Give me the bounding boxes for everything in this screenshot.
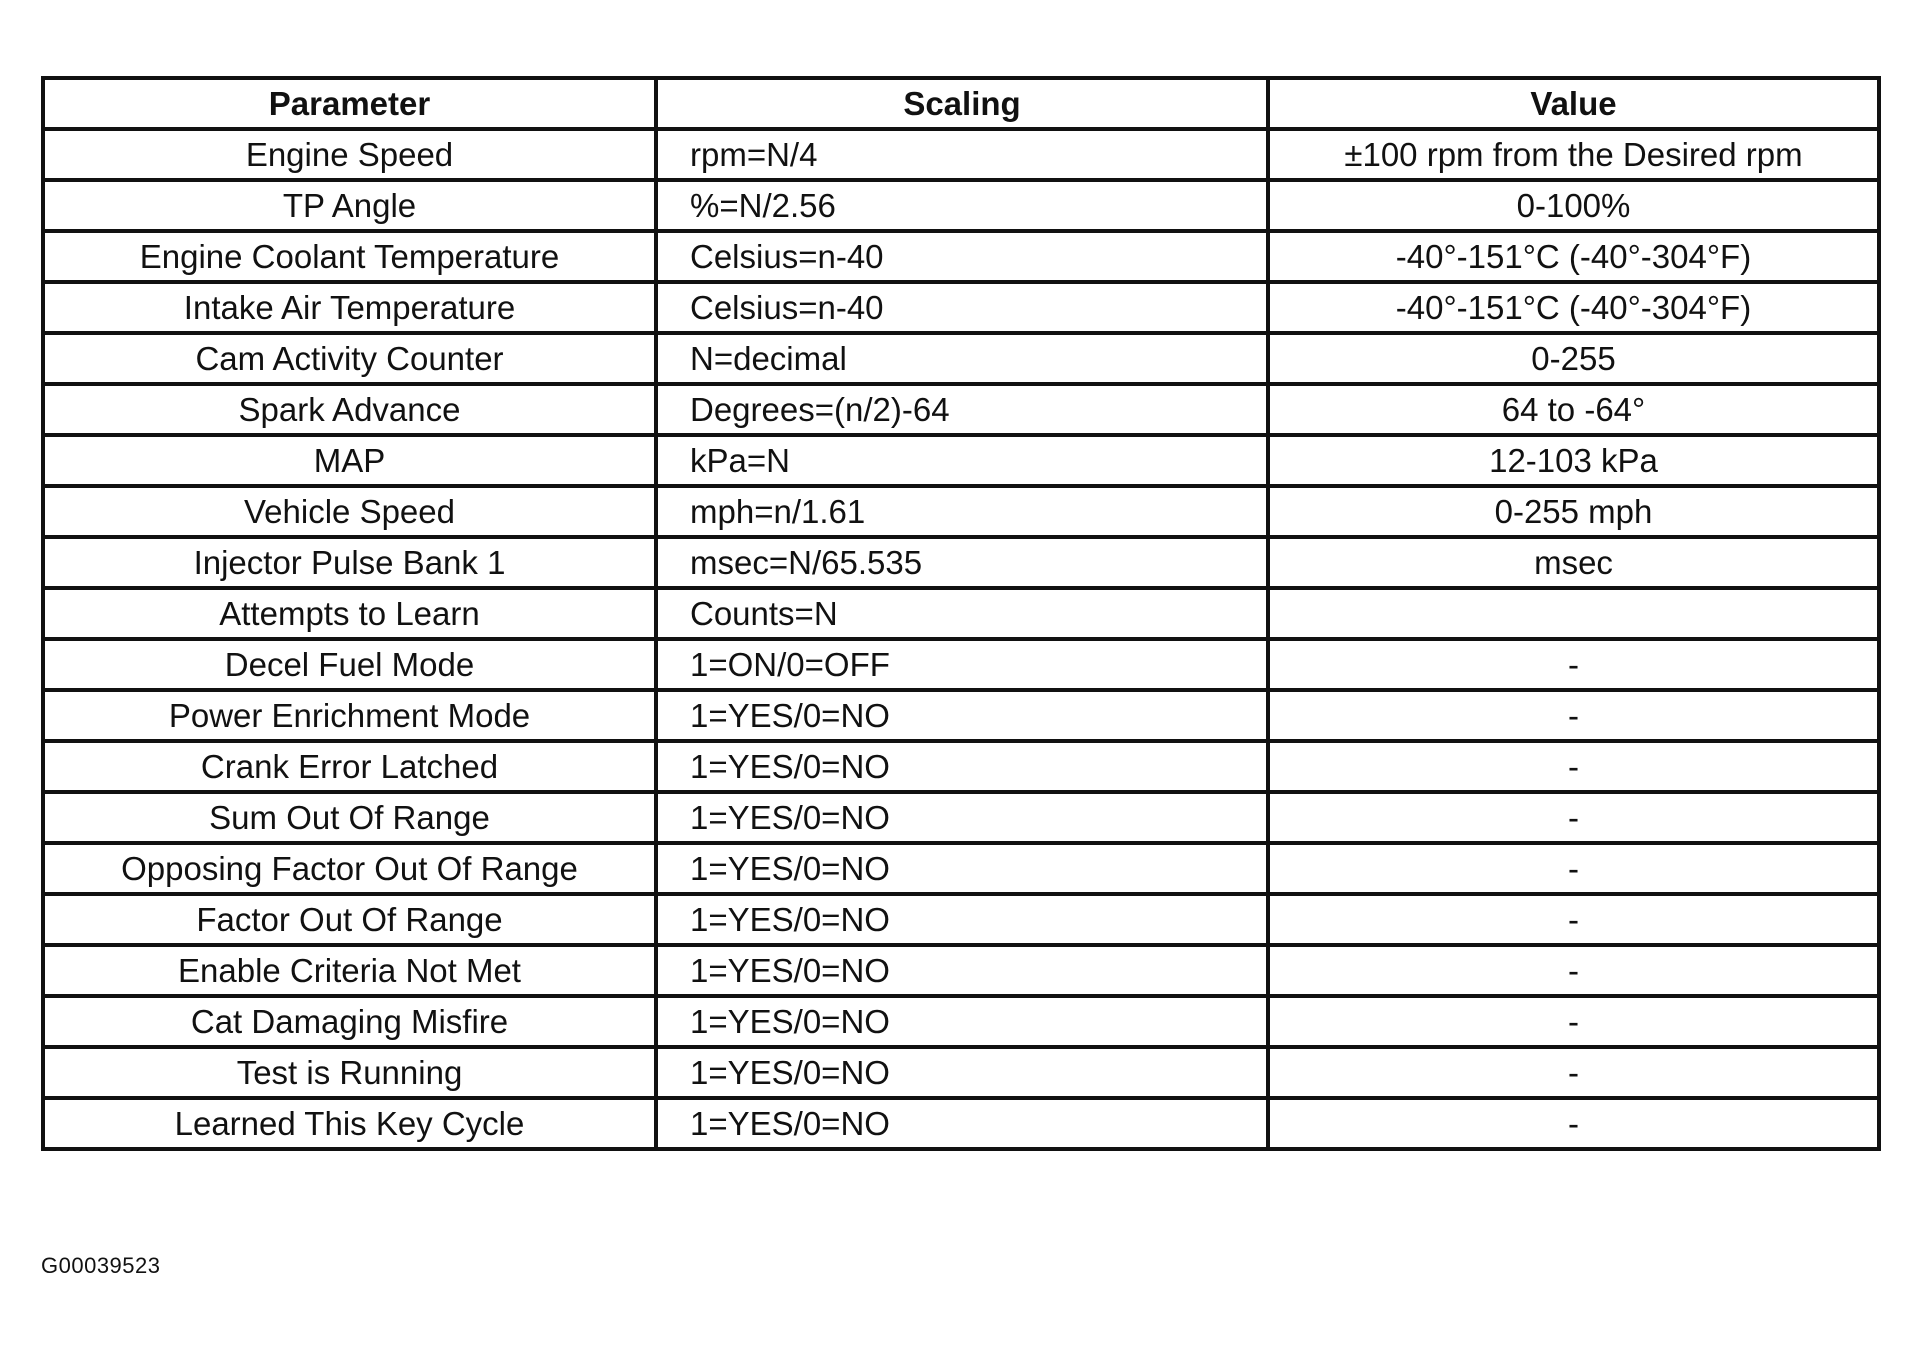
cell-scaling: mph=n/1.61	[656, 486, 1268, 537]
cell-parameter: Decel Fuel Mode	[43, 639, 656, 690]
cell-scaling: 1=ON/0=OFF	[656, 639, 1268, 690]
header-parameter: Parameter	[43, 78, 656, 129]
cell-value: 0-255 mph	[1268, 486, 1879, 537]
parameter-table	[41, 76, 1881, 1151]
table-row	[43, 282, 1879, 333]
cell-scaling: 1=YES/0=NO	[656, 843, 1268, 894]
cell-value: -	[1268, 690, 1879, 741]
table-row	[43, 384, 1879, 435]
table-row	[43, 690, 1879, 741]
cell-value: 0-100%	[1268, 180, 1879, 231]
cell-parameter: MAP	[43, 435, 656, 486]
cell-value: 64 to -64°	[1268, 384, 1879, 435]
cell-parameter: Sum Out Of Range	[43, 792, 656, 843]
table-row	[43, 1098, 1879, 1149]
table-row	[43, 435, 1879, 486]
table-row	[43, 231, 1879, 282]
table-row	[43, 588, 1879, 639]
cell-scaling: Counts=N	[656, 588, 1268, 639]
table-row	[43, 792, 1879, 843]
cell-scaling: Celsius=n-40	[656, 231, 1268, 282]
table-row	[43, 129, 1879, 180]
cell-scaling: Celsius=n-40	[656, 282, 1268, 333]
cell-scaling: rpm=N/4	[656, 129, 1268, 180]
cell-value: 0-255	[1268, 333, 1879, 384]
cell-value	[1268, 588, 1879, 639]
cell-value: -	[1268, 894, 1879, 945]
header-scaling: Scaling	[656, 78, 1268, 129]
cell-scaling: N=decimal	[656, 333, 1268, 384]
cell-value: -40°-151°C (-40°-304°F)	[1268, 282, 1879, 333]
cell-parameter: Learned This Key Cycle	[43, 1098, 656, 1149]
table-row	[43, 741, 1879, 792]
cell-scaling: 1=YES/0=NO	[656, 1098, 1268, 1149]
cell-parameter: Power Enrichment Mode	[43, 690, 656, 741]
cell-parameter: Cat Damaging Misfire	[43, 996, 656, 1047]
cell-scaling: msec=N/65.535	[656, 537, 1268, 588]
cell-value: -	[1268, 639, 1879, 690]
table-row	[43, 945, 1879, 996]
cell-scaling: %=N/2.56	[656, 180, 1268, 231]
cell-scaling: Degrees=(n/2)-64	[656, 384, 1268, 435]
cell-parameter: Factor Out Of Range	[43, 894, 656, 945]
cell-parameter: TP Angle	[43, 180, 656, 231]
cell-value: -	[1268, 1098, 1879, 1149]
table-row	[43, 537, 1879, 588]
table-row	[43, 894, 1879, 945]
table-row	[43, 486, 1879, 537]
cell-value: -	[1268, 741, 1879, 792]
cell-parameter: Test is Running	[43, 1047, 656, 1098]
table-row	[43, 333, 1879, 384]
cell-scaling: 1=YES/0=NO	[656, 741, 1268, 792]
cell-value: -	[1268, 996, 1879, 1047]
cell-value: -40°-151°C (-40°-304°F)	[1268, 231, 1879, 282]
cell-value: msec	[1268, 537, 1879, 588]
header-value: Value	[1268, 78, 1879, 129]
cell-value: -	[1268, 1047, 1879, 1098]
cell-parameter: Engine Coolant Temperature	[43, 231, 656, 282]
cell-scaling: 1=YES/0=NO	[656, 792, 1268, 843]
table-row	[43, 639, 1879, 690]
cell-value: ±100 rpm from the Desired rpm	[1268, 129, 1879, 180]
cell-value: -	[1268, 945, 1879, 996]
table-row	[43, 180, 1879, 231]
figure-id: G00039523	[41, 1253, 161, 1278]
cell-parameter: Spark Advance	[43, 384, 656, 435]
cell-parameter: Intake Air Temperature	[43, 282, 656, 333]
parameter-table-container	[41, 76, 1877, 1151]
cell-scaling: 1=YES/0=NO	[656, 996, 1268, 1047]
table-row	[43, 1047, 1879, 1098]
cell-value: 12-103 kPa	[1268, 435, 1879, 486]
cell-value: -	[1268, 843, 1879, 894]
cell-scaling: 1=YES/0=NO	[656, 1047, 1268, 1098]
cell-parameter: Attempts to Learn	[43, 588, 656, 639]
cell-scaling: 1=YES/0=NO	[656, 894, 1268, 945]
cell-value: -	[1268, 792, 1879, 843]
cell-parameter: Injector Pulse Bank 1	[43, 537, 656, 588]
cell-parameter: Vehicle Speed	[43, 486, 656, 537]
cell-parameter: Engine Speed	[43, 129, 656, 180]
cell-scaling: 1=YES/0=NO	[656, 945, 1268, 996]
table-row	[43, 843, 1879, 894]
cell-parameter: Crank Error Latched	[43, 741, 656, 792]
cell-parameter: Cam Activity Counter	[43, 333, 656, 384]
cell-scaling: 1=YES/0=NO	[656, 690, 1268, 741]
cell-parameter: Enable Criteria Not Met	[43, 945, 656, 996]
table-header-row	[43, 78, 1879, 129]
cell-scaling: kPa=N	[656, 435, 1268, 486]
cell-parameter: Opposing Factor Out Of Range	[43, 843, 656, 894]
table-row	[43, 996, 1879, 1047]
